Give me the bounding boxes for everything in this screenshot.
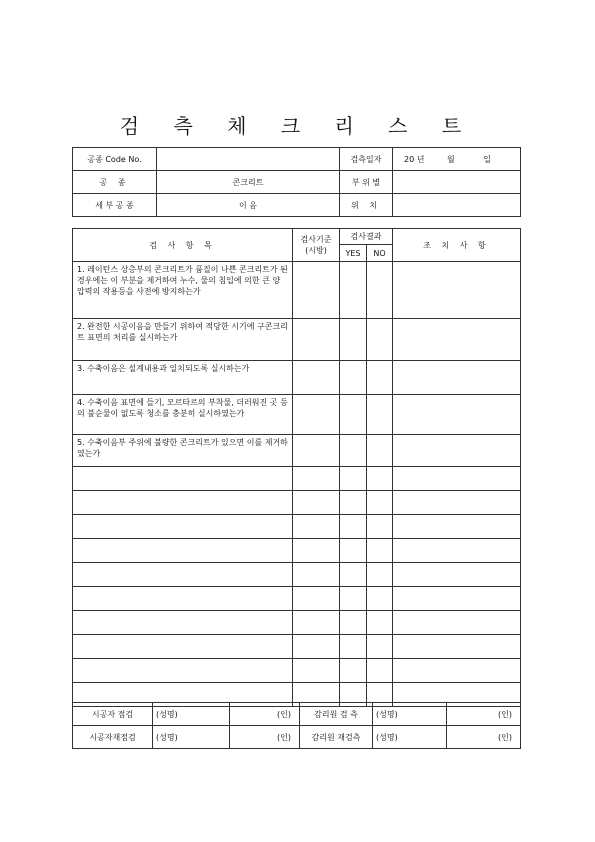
work-label: 공 종 — [73, 171, 157, 194]
standard-cell[interactable] — [293, 262, 340, 319]
action-cell[interactable] — [393, 491, 521, 515]
standard-cell[interactable] — [293, 635, 340, 659]
blank-item-cell[interactable] — [73, 467, 293, 491]
standard-cell[interactable] — [293, 361, 340, 395]
blank-item-cell[interactable] — [73, 491, 293, 515]
standard-cell[interactable] — [293, 435, 340, 467]
detail-field[interactable]: 이 음 — [157, 194, 340, 217]
check-item-1: 1. 레이턴스 상층부의 콘크리트가 품질이 나쁜 콘크리트가 된 경우에는 이 부분을 제거하여 누수, 물의 침입에 의한 큰 양 압력의 작용등을 사전에 방지하는가 — [73, 262, 293, 319]
col-action-header: 조 치 사 항 — [393, 229, 521, 262]
blank-item-cell[interactable] — [73, 563, 293, 587]
contractor-check-label: 시공자 점검 — [73, 703, 153, 726]
blank-item-cell[interactable] — [73, 587, 293, 611]
standard-cell[interactable] — [293, 659, 340, 683]
yes-cell[interactable] — [340, 262, 367, 319]
no-cell[interactable] — [367, 635, 393, 659]
blank-item-cell[interactable] — [73, 659, 293, 683]
standard-cell[interactable] — [293, 611, 340, 635]
checklist-table — [72, 228, 521, 707]
part-label: 부 위 별 — [340, 171, 393, 194]
action-cell[interactable] — [393, 611, 521, 635]
contractor-seal: (인) — [230, 703, 300, 726]
no-cell[interactable] — [367, 515, 393, 539]
signature-table — [72, 702, 521, 749]
yes-cell[interactable] — [340, 611, 367, 635]
standard-cell[interactable] — [293, 467, 340, 491]
blank-item-cell[interactable] — [73, 611, 293, 635]
date-month: 월 — [447, 154, 455, 164]
no-cell[interactable] — [367, 563, 393, 587]
col-no-header: NO — [367, 245, 393, 262]
no-cell[interactable] — [367, 319, 393, 361]
yes-cell[interactable] — [340, 467, 367, 491]
yes-cell[interactable] — [340, 635, 367, 659]
yes-cell[interactable] — [340, 515, 367, 539]
check-item-3: 3. 수축이음은 설계내용과 일치되도록 실시하는가 — [73, 361, 293, 395]
standard-cell[interactable] — [293, 491, 340, 515]
standard-cell[interactable] — [293, 587, 340, 611]
header-table — [72, 147, 521, 217]
no-cell[interactable] — [367, 361, 393, 395]
no-cell[interactable] — [367, 659, 393, 683]
yes-cell[interactable] — [340, 587, 367, 611]
contractor-re-seal: (인) — [230, 726, 300, 749]
contractor-sign-field[interactable]: (성명) — [153, 703, 230, 726]
date-year: 20 년 — [404, 154, 425, 164]
action-cell[interactable] — [393, 467, 521, 491]
location-field[interactable] — [393, 194, 521, 217]
detail-label: 세 부 공 종 — [73, 194, 157, 217]
contractor-re-sign-field[interactable]: (성명) — [153, 726, 230, 749]
action-cell[interactable] — [393, 395, 521, 435]
date-label: 검측일자 — [340, 148, 393, 171]
supervisor-sign-field[interactable]: (성명) — [373, 703, 447, 726]
action-cell[interactable] — [393, 435, 521, 467]
yes-cell[interactable] — [340, 395, 367, 435]
yes-cell[interactable] — [340, 659, 367, 683]
yes-cell[interactable] — [340, 435, 367, 467]
action-cell[interactable] — [393, 539, 521, 563]
work-field[interactable]: 콘크리트 — [157, 171, 340, 194]
blank-item-cell[interactable] — [73, 635, 293, 659]
no-cell[interactable] — [367, 467, 393, 491]
location-label: 위 치 — [340, 194, 393, 217]
standard-cell[interactable] — [293, 539, 340, 563]
col-standard-line2: (시방) — [305, 246, 327, 255]
yes-cell[interactable] — [340, 361, 367, 395]
action-cell[interactable] — [393, 262, 521, 319]
blank-item-cell[interactable] — [73, 539, 293, 563]
action-cell[interactable] — [393, 659, 521, 683]
code-field[interactable] — [157, 148, 340, 171]
action-cell[interactable] — [393, 319, 521, 361]
action-cell[interactable] — [393, 563, 521, 587]
check-item-5: 5. 수축이음부 주위에 불량한 콘크리트가 있으면 이를 제거하였는가 — [73, 435, 293, 467]
action-cell[interactable] — [393, 361, 521, 395]
standard-cell[interactable] — [293, 563, 340, 587]
action-cell[interactable] — [393, 587, 521, 611]
action-cell[interactable] — [393, 515, 521, 539]
standard-cell[interactable] — [293, 319, 340, 361]
check-item-2: 2. 완전한 시공이음을 만들기 위하여 적당한 시기에 구콘크리트 표면의 처리를 실시하는가 — [73, 319, 293, 361]
blank-item-cell[interactable] — [73, 515, 293, 539]
col-result-header: 검사결과 — [340, 229, 393, 245]
col-standard-header — [293, 229, 340, 262]
col-item-header: 검 사 항 목 — [73, 229, 293, 262]
yes-cell[interactable] — [340, 491, 367, 515]
date-day: 일 — [483, 154, 492, 164]
supervisor-seal: (인) — [447, 703, 521, 726]
supervisor-re-sign-field[interactable]: (성명) — [373, 726, 447, 749]
date-field[interactable] — [393, 148, 521, 171]
no-cell[interactable] — [367, 611, 393, 635]
yes-cell[interactable] — [340, 319, 367, 361]
standard-cell[interactable] — [293, 515, 340, 539]
page-title: 검 측 체 크 리 스 트 — [119, 114, 476, 138]
supervisor-check-label: 감리원 검 측 — [300, 703, 373, 726]
contractor-recheck-label: 시공자재점검 — [73, 726, 153, 749]
no-cell[interactable] — [367, 587, 393, 611]
no-cell[interactable] — [367, 435, 393, 467]
supervisor-re-seal: (인) — [447, 726, 521, 749]
action-cell[interactable] — [393, 635, 521, 659]
standard-cell[interactable] — [293, 395, 340, 435]
yes-cell[interactable] — [340, 563, 367, 587]
col-yes-header: YES — [340, 245, 367, 262]
part-field[interactable] — [393, 171, 521, 194]
yes-cell[interactable] — [340, 539, 367, 563]
code-label: 공종 Code No. — [73, 148, 157, 171]
no-cell[interactable] — [367, 539, 393, 563]
check-item-4: 4. 수축이음 표면에 들기, 모르타르의 부착물, 더러워진 곳 등의 불순물이 없도록 청소를 충분히 실시하였는가 — [73, 395, 293, 435]
no-cell[interactable] — [367, 262, 393, 319]
col-standard-line1: 검사기준 — [300, 235, 332, 244]
supervisor-recheck-label: 감리원 재검측 — [300, 726, 373, 749]
no-cell[interactable] — [367, 491, 393, 515]
no-cell[interactable] — [367, 395, 393, 435]
